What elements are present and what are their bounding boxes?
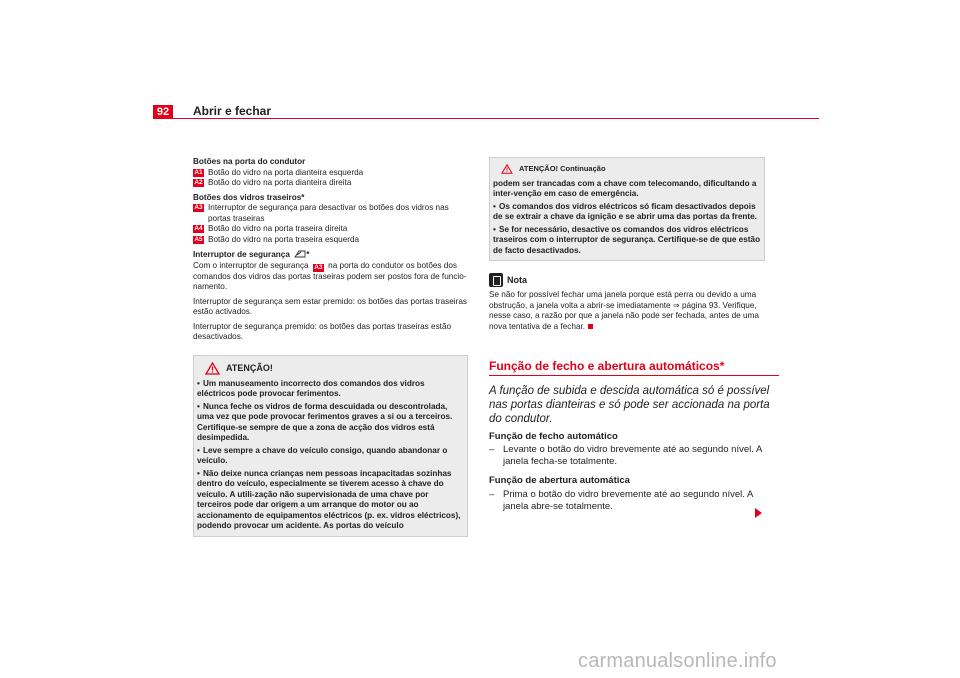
warning-triangle-icon [205, 362, 220, 375]
note-block [489, 273, 765, 332]
auto-section [489, 361, 779, 513]
instruction-step: – Levante o botão do vidro brevemente até ao segundo nível. A janela fecha-se totalmente. [489, 444, 762, 467]
list-item-text: Botão do vidro na porta traseira direita [208, 224, 348, 233]
warning-bullet: • Se for necessário, desactive os comandos dos vidros eléctricos traseiros com o interruptor de segurança. Certifique-se de que estão de facto desactivados. [493, 224, 761, 255]
page-number: 92 [153, 105, 173, 119]
warning-title [205, 362, 464, 375]
left-column [193, 157, 468, 537]
warning-bullet: • Os comandos dos vidros eléctricos só ficam desactivados depois de se extrair a chave da ignição e se abrir uma das portas da frente. [493, 201, 757, 221]
callout-badge: A5 [194, 235, 203, 243]
callout-badge: A1 [194, 168, 203, 176]
warning-bullet: • Leve sempre a chave do veículo consigo, quando abandonar o veículo. [197, 445, 448, 465]
section-title: Função de fecho e abertura automáticos* [489, 359, 725, 373]
callout-badge: A3 [314, 263, 323, 271]
child-lock-icon [294, 249, 306, 258]
list-item [193, 168, 468, 179]
paragraph: Interruptor de segurança premido: os botões das portas traseiras estão desactivados. [193, 321, 452, 341]
note-icon [489, 273, 503, 287]
list-item-text: Botão do vidro na porta dianteira direita [208, 178, 352, 187]
warning-title-text: ATENÇÃO! Continuação [519, 164, 606, 173]
list-item-text: Interruptor de segurança para desactivar os botões dos vidros nas portas traseiras [208, 203, 449, 223]
safety-switch-heading-text: Interruptor de segurança [193, 250, 290, 259]
end-marker-icon [588, 324, 593, 329]
optional-star: * [306, 250, 310, 259]
next-page-arrow-icon [755, 508, 762, 518]
paragraph [193, 261, 468, 293]
note-title [489, 273, 765, 287]
instruction-step: – Prima o botão do vidro brevemente até ao segundo nível. A janela abre-se totalmente. [489, 488, 753, 512]
auto-close-heading: Função de fecho automático [489, 430, 618, 442]
warning-bullet: • Um manuseamento incorrecto dos comandos dos vidros eléctricos pode provocar ferimentos. [197, 378, 425, 398]
list-item [193, 203, 468, 224]
warning-bullet: • Nunca feche os vidros de forma descuidada ou descontrolada, uma vez que pode provocar ferimentos graves a si ou a terceiros. Certifique-se sempre de que a zona de acção dos vidros está desimpedida. [197, 401, 453, 442]
warning-bullet: • Não deixe nunca crianças nem pessoas incapacitadas sozinhas dentro do veículo, especialmente se tiverem acesso à chave do veículo. A utili-zação não supervisionada de uma chave por terceiros pode dar origem a um arranque do motor ou ao accionamento de equipamentos eléctricos (p. ex. vidros eléctricos), podendo provocar um acidente. As portas do veículo [197, 468, 461, 530]
warning-text: podem ser trancadas com a chave com telecomando, dificultando a inter-venção em caso de emergência. [493, 178, 757, 198]
header-rule [173, 118, 819, 119]
list-item [193, 178, 468, 189]
page-title: Abrir e fechar [193, 104, 272, 118]
warning-title [501, 164, 761, 175]
auto-open-heading: Função de abertura automática [489, 475, 630, 486]
list-item [193, 224, 468, 235]
section-lead: A função de subida e descida automática só é possível nas portas dianteiras e só pode ser accionada na porta do condutor. [489, 384, 770, 425]
list-item [193, 235, 468, 246]
list-item-text: Botão do vidro na porta dianteira esquerda [208, 167, 364, 177]
warning-box [193, 355, 468, 537]
callout-badge: A3 [194, 204, 203, 211]
note-title-text: Nota [507, 274, 527, 285]
list-item-text: Botão do vidro na porta traseira esquerda [208, 234, 360, 244]
paragraph-text: na porta do condutor os botões dos comandos dos vidros das portas traseiras podem ser postos fora de funcio-namento. [193, 260, 467, 291]
warning-title-text: ATENÇÃO! [226, 362, 273, 373]
warning-triangle-icon [501, 164, 513, 174]
watermark: carmanualsonline.info [578, 650, 777, 672]
warning-box [489, 157, 765, 261]
callout-badge: A2 [194, 179, 203, 186]
driver-door-heading: Botões na porta do condutor [193, 157, 306, 166]
section-rule [489, 375, 779, 376]
callout-badge: A4 [194, 225, 203, 232]
note-text: Se não for possível fechar uma janela porque está perra ou devido a uma obstrução, a janela volta a abrir-se imediatamente ⇒ página 93. Verifique, nesse caso, a razão por que a janela não pode ser fechada, antes de uma nova tentativa de a fechar. [489, 290, 759, 331]
paragraph: Interruptor de segurança sem estar premido: os botões das portas traseiras estão activados. [193, 296, 467, 316]
paragraph-text: Com o interruptor de segurança [193, 260, 309, 270]
safety-switch-heading [193, 249, 468, 261]
warning-continued-box [489, 157, 765, 261]
rear-windows-heading: Botões dos vidros traseiros* [193, 192, 305, 202]
